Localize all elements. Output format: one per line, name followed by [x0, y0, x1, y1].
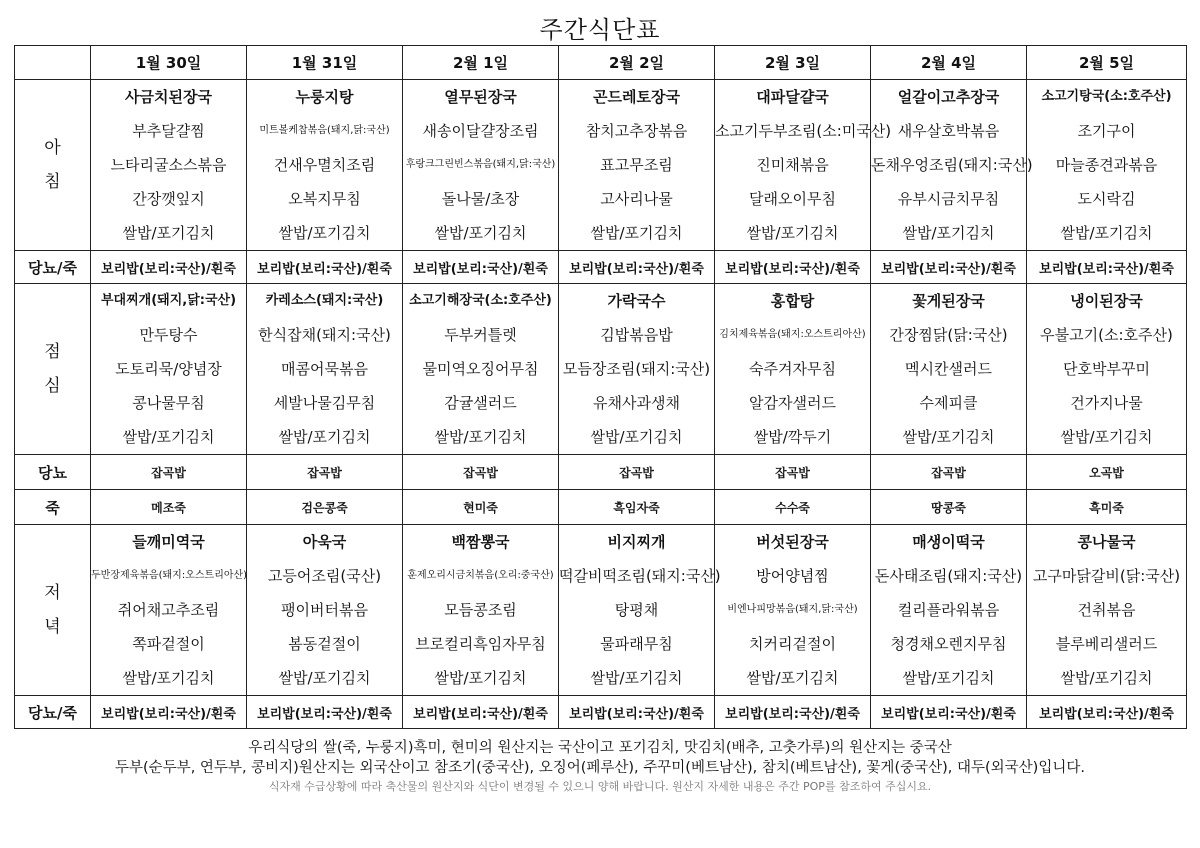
lunch-day-cell — [715, 284, 871, 455]
menu-item-main: 백짬뽕국 — [451, 533, 510, 551]
special-meal-cell: 보리밥(보리:국산)/흰죽 — [715, 696, 871, 729]
menu-item-main: 열무된장국 — [444, 88, 517, 106]
menu-item: 만두탕수 — [139, 326, 198, 344]
lunch-day-cell — [403, 284, 559, 455]
lunch-diabetes-label: 당뇨 — [15, 455, 91, 490]
menu-item: 도토리묵/양념장 — [115, 360, 222, 378]
special-meal-cell: 보리밥(보리:국산)/흰죽 — [1027, 251, 1187, 284]
menu-item: 쌀밥/포기김치 — [746, 669, 839, 687]
special-meal-cell: 현미죽 — [403, 490, 559, 525]
menu-item: 달래오이무침 — [749, 190, 836, 208]
menu-item: 쌀밥/포기김치 — [434, 428, 527, 446]
menu-item: 알감자샐러드 — [749, 394, 836, 412]
menu-item: 쥐어채고추조림 — [117, 601, 220, 619]
special-meal-cell: 보리밥(보리:국산)/흰죽 — [403, 696, 559, 729]
menu-item: 쌀밥/포기김치 — [1060, 224, 1153, 242]
menu-item-main: 가락국수 — [607, 292, 666, 310]
menu-item-main: 콩나물국 — [1077, 533, 1136, 551]
lunch-porridge-label: 죽 — [15, 490, 91, 525]
lunch-label-char: 점 — [44, 342, 61, 362]
menu-item: 진미채볶음 — [756, 156, 829, 174]
special-meal-cell: 흑미죽 — [1027, 490, 1187, 525]
special-meal-cell: 잡곡밥 — [403, 455, 559, 490]
menu-item-main: 버섯된장국 — [756, 533, 829, 551]
dinner-special-row — [15, 696, 1187, 729]
menu-item: 쪽파겉절이 — [132, 635, 205, 653]
dinner-day-cell — [871, 525, 1027, 696]
menu-item: 매콤어묵볶음 — [281, 360, 368, 378]
menu-item: 쌀밥/포기김치 — [122, 669, 215, 687]
date-header: 1월 31일 — [247, 46, 403, 80]
menu-item-main: 소고기탕국(소:호주산) — [1041, 89, 1172, 104]
menu-item-main: 누룽지탕 — [295, 88, 354, 106]
menu-item: 건새우멸치조림 — [273, 156, 376, 174]
menu-item-main: 홍합탕 — [770, 292, 815, 310]
lunch-diabetes-row — [15, 455, 1187, 490]
menu-item: 쌀밥/포기김치 — [1060, 669, 1153, 687]
dinner-label-char: 저 — [44, 583, 61, 603]
menu-item: 쌀밥/포기김치 — [434, 224, 527, 242]
dinner-day-cell — [715, 525, 871, 696]
menu-item: 쌀밥/포기김치 — [278, 224, 371, 242]
breakfast-label — [15, 80, 91, 251]
menu-item: 청경채오렌지무침 — [890, 635, 1007, 653]
menu-item: 브로컬리흑임자무침 — [415, 635, 546, 653]
menu-item: 고사리나물 — [600, 190, 673, 208]
special-meal-cell: 잡곡밥 — [871, 455, 1027, 490]
date-header: 2월 5일 — [1027, 46, 1187, 80]
footer-origin-line-2: 두부(순두부, 연두부, 콩비지)원산지는 외국산이고 참조기(중국산), 오징어(페루산), 주꾸미(베트남산), 참치(베트남산), 꽃게(중국산), 대두(외국산)입니다. — [115, 760, 1085, 776]
menu-item: 느타리굴소스볶음 — [110, 156, 227, 174]
menu-item: 쌀밥/포기김치 — [1060, 428, 1153, 446]
menu-item: 표고무조림 — [600, 156, 673, 174]
special-meal-cell: 보리밥(보리:국산)/흰죽 — [403, 251, 559, 284]
menu-item: 유부시금치무침 — [897, 190, 1000, 208]
menu-item: 수제피클 — [919, 394, 978, 412]
menu-item: 돌나물/초장 — [441, 190, 520, 208]
menu-item-main: 사금치된장국 — [125, 88, 212, 106]
lunch-label-char: 심 — [44, 376, 61, 396]
breakfast-day-cell — [1027, 80, 1187, 251]
menu-item: 소고기두부조림(소:미국산) — [715, 122, 892, 140]
menu-item: 쌀밥/포기김치 — [746, 224, 839, 242]
special-meal-cell: 메조죽 — [91, 490, 247, 525]
menu-item: 방어양념찜 — [756, 567, 829, 585]
menu-item-main: 얼갈이고추장국 — [897, 88, 1000, 106]
breakfast-day-cell — [715, 80, 892, 251]
menu-item: 후랑크그린빈스볶음(돼지,닭:국산) — [405, 159, 556, 170]
menu-item: 마늘종견과볶음 — [1055, 156, 1158, 174]
breakfast-day-cell — [91, 80, 247, 251]
menu-item-main: 꽃게된장국 — [912, 292, 985, 310]
menu-item-main: 비지찌개 — [607, 533, 666, 551]
breakfast-day-cell — [871, 80, 1033, 251]
menu-item: 쌀밥/포기김치 — [122, 224, 215, 242]
menu-item: 조기구이 — [1077, 122, 1136, 140]
special-meal-cell: 보리밥(보리:국산)/흰죽 — [247, 251, 403, 284]
menu-item: 김밥볶음밥 — [600, 326, 673, 344]
menu-item: 김치제육볶음(돼지:오스트리아산) — [719, 329, 866, 340]
special-meal-cell: 검은콩죽 — [247, 490, 403, 525]
menu-item: 물미역오징어무침 — [422, 360, 539, 378]
lunch-day-cell — [559, 284, 715, 455]
special-meal-cell: 잡곡밥 — [91, 455, 247, 490]
menu-item-main: 곤드레토장국 — [593, 88, 680, 106]
special-meal-cell: 흑임자죽 — [559, 490, 715, 525]
menu-item: 새우살호박볶음 — [897, 122, 1000, 140]
breakfast-special-label: 당뇨/죽 — [15, 251, 91, 284]
menu-item: 탕평채 — [614, 601, 659, 619]
menu-item: 숙주겨자무침 — [749, 360, 836, 378]
menu-item: 두부커틀렛 — [444, 326, 517, 344]
menu-item: 모듬장조림(돼지:국산) — [562, 360, 711, 378]
corner-cell — [15, 46, 91, 80]
dinner-day-cell — [91, 525, 247, 696]
menu-item: 블루베리샐러드 — [1055, 635, 1158, 653]
menu-item: 우불고기(소:호주산) — [1040, 326, 1173, 344]
special-meal-cell: 잡곡밥 — [247, 455, 403, 490]
lunch-day-cell — [91, 284, 247, 455]
menu-item-main: 매생이떡국 — [912, 533, 985, 551]
menu-item: 새송이달걀장조림 — [422, 122, 539, 140]
special-meal-cell: 보리밥(보리:국산)/흰죽 — [91, 696, 247, 729]
lunch-day-cell — [247, 284, 403, 455]
special-meal-cell: 보리밥(보리:국산)/흰죽 — [871, 696, 1027, 729]
menu-item: 물파래무침 — [600, 635, 673, 653]
menu-item-main: 부대찌개(돼지,닭:국산) — [100, 293, 237, 308]
menu-item: 쌀밥/포기김치 — [902, 669, 995, 687]
menu-item: 팽이버터볶음 — [281, 601, 368, 619]
menu-item: 단호박부꾸미 — [1063, 360, 1150, 378]
footer-notice: 식자재 수급상황에 따라 축산물의 원산지와 식단이 변경될 수 있으니 양해 바랍니다. 원산지 자세한 내용은 주간 POP를 참조하여 주십시요. — [268, 780, 932, 793]
menu-item: 쌀밥/포기김치 — [590, 428, 683, 446]
breakfast-day-cell — [559, 80, 715, 251]
menu-item: 쌀밥/포기김치 — [278, 669, 371, 687]
menu-item: 감귤샐러드 — [444, 394, 517, 412]
breakfast-day-cell — [403, 80, 559, 251]
menu-item: 떡갈비떡조림(돼지:국산) — [559, 567, 721, 585]
special-meal-cell: 보리밥(보리:국산)/흰죽 — [91, 251, 247, 284]
lunch-day-cell — [871, 284, 1027, 455]
menu-item: 컬리플라워볶음 — [897, 601, 1000, 619]
special-meal-cell: 보리밥(보리:국산)/흰죽 — [559, 251, 715, 284]
date-header-row — [15, 46, 1187, 80]
dinner-day-cell — [403, 525, 559, 696]
menu-item-main: 냉이된장국 — [1070, 292, 1143, 310]
menu-item: 세발나물김무침 — [273, 394, 376, 412]
menu-item: 훈제오리시금치볶음(오리:중국산) — [407, 570, 554, 581]
special-meal-cell: 보리밥(보리:국산)/흰죽 — [871, 251, 1027, 284]
dinner-label-char: 녁 — [44, 617, 61, 637]
breakfast-day-cell — [247, 80, 403, 251]
menu-item: 오복지무침 — [288, 190, 361, 208]
special-meal-cell: 보리밥(보리:국산)/흰죽 — [559, 696, 715, 729]
menu-item: 쌀밥/포기김치 — [902, 428, 995, 446]
menu-item: 콩나물무침 — [132, 394, 205, 412]
menu-item: 쌀밥/포기김치 — [590, 669, 683, 687]
menu-item: 쌀밥/포기김치 — [902, 224, 995, 242]
breakfast-label-char: 침 — [44, 172, 61, 192]
lunch-row — [15, 284, 1187, 455]
menu-item: 건취볶음 — [1077, 601, 1136, 619]
dinner-label — [15, 525, 91, 696]
breakfast-row — [15, 80, 1187, 251]
menu-item: 고구마닭갈비(닭:국산) — [1032, 567, 1181, 585]
menu-item: 참치고추장볶음 — [585, 122, 688, 140]
menu-item: 돈채우엉조림(돼지:국산) — [871, 156, 1033, 174]
date-header: 2월 3일 — [715, 46, 871, 80]
breakfast-special-row — [15, 251, 1187, 284]
menu-item: 모듬콩조림 — [444, 601, 517, 619]
footer-origin-line-1: 우리식당의 쌀(죽, 누룽지)흑미, 현미의 원산지는 국산이고 포기김치, 맛김치(배추, 고춧가루)의 원산지는 중국산 — [248, 740, 952, 756]
menu-item: 비엔나피망볶음(돼지,닭:국산) — [727, 604, 858, 615]
menu-item: 도시락김 — [1077, 190, 1136, 208]
menu-item-main: 아욱국 — [302, 533, 347, 551]
dinner-day-cell — [559, 525, 721, 696]
menu-item: 부추달걀찜 — [132, 122, 205, 140]
date-header: 2월 1일 — [403, 46, 559, 80]
menu-item: 쌀밥/포기김치 — [434, 669, 527, 687]
menu-item-main: 들깨미역국 — [132, 533, 205, 551]
menu-item: 쌀밥/포기김치 — [278, 428, 371, 446]
special-meal-cell: 수수죽 — [715, 490, 871, 525]
special-meal-cell: 보리밥(보리:국산)/흰죽 — [1027, 696, 1187, 729]
special-meal-cell: 보리밥(보리:국산)/흰죽 — [715, 251, 871, 284]
menu-item: 쌀밥/포기김치 — [122, 428, 215, 446]
breakfast-label-char: 아 — [44, 138, 61, 158]
weekly-menu-table — [14, 45, 1187, 729]
special-meal-cell: 땅콩죽 — [871, 490, 1027, 525]
menu-item: 멕시칸샐러드 — [905, 360, 992, 378]
date-header: 2월 4일 — [871, 46, 1027, 80]
menu-item-main: 소고기해장국(소:호주산) — [409, 293, 552, 308]
special-meal-cell: 오곡밥 — [1027, 455, 1187, 490]
menu-item: 치커리겉절이 — [749, 635, 836, 653]
menu-item: 쌀밥/포기김치 — [590, 224, 683, 242]
special-meal-cell: 잡곡밥 — [715, 455, 871, 490]
menu-item: 두반장제육볶음(돼지:오스트리아산) — [91, 570, 248, 581]
dinner-special-label: 당뇨/죽 — [15, 696, 91, 729]
menu-item: 미트볼케찹볶음(돼지,닭:국산) — [259, 125, 390, 136]
dinner-day-cell — [1027, 525, 1187, 696]
dinner-row — [15, 525, 1187, 696]
date-header: 1월 30일 — [91, 46, 247, 80]
menu-item: 한식잡채(돼지:국산) — [258, 326, 391, 344]
menu-item: 간장깻잎지 — [132, 190, 205, 208]
menu-item: 유채사과생채 — [593, 394, 680, 412]
lunch-label — [15, 284, 91, 455]
special-meal-cell: 잡곡밥 — [559, 455, 715, 490]
menu-item: 돈사태조림(돼지:국산) — [874, 567, 1023, 585]
menu-item: 봄동겉절이 — [288, 635, 361, 653]
page-title: 주간식단표 — [539, 16, 661, 44]
menu-item: 간장찜닭(닭:국산) — [889, 326, 1008, 344]
menu-item: 고등어조림(국산) — [267, 567, 382, 585]
lunch-day-cell — [1027, 284, 1187, 455]
special-meal-cell: 보리밥(보리:국산)/흰죽 — [247, 696, 403, 729]
menu-item-main: 대파달걀국 — [756, 88, 829, 106]
lunch-porridge-row — [15, 490, 1187, 525]
menu-item-main: 카레소스(돼지:국산) — [265, 293, 384, 308]
date-header: 2월 2일 — [559, 46, 715, 80]
menu-item: 건가지나물 — [1070, 394, 1143, 412]
menu-item: 쌀밥/깍두기 — [753, 428, 832, 446]
dinner-day-cell — [247, 525, 403, 696]
